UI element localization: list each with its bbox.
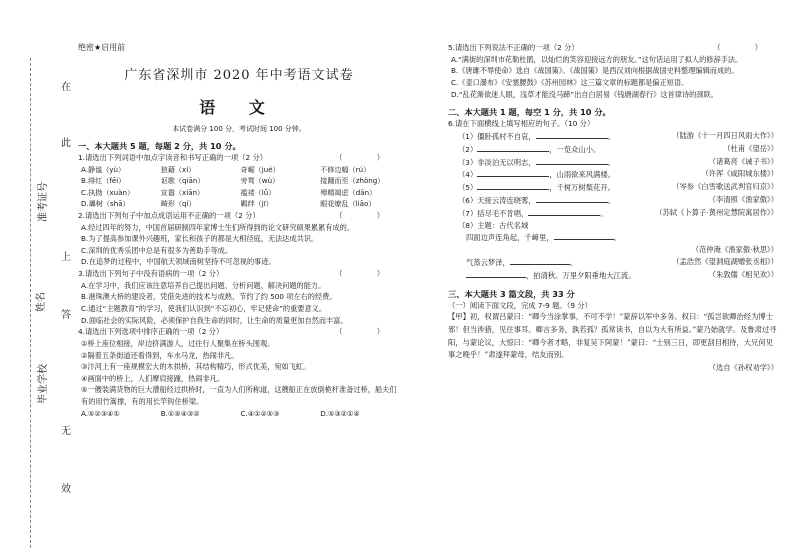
margin-char: 上 xyxy=(61,252,71,263)
option-cell: C.执拗（xuàn） xyxy=(81,187,135,197)
answer-blank[interactable] xyxy=(536,130,608,139)
option: A.经过四年的努力，中国首届研制四年家博士生们所得到的论文研究硕果累累有成的。 xyxy=(81,222,355,232)
question-2 xyxy=(78,210,400,222)
answer-blank[interactable] xyxy=(477,181,549,190)
citation: （范仲淹《渔家傲·秋思》） xyxy=(691,245,778,255)
answer-blank[interactable] xyxy=(477,168,549,177)
section-3-heading: 三、本大题共 3 篇文段，共 33 分 xyxy=(448,288,575,299)
q1-options xyxy=(78,164,400,210)
seal-line xyxy=(30,58,31,548)
school-label: 毕业学校 xyxy=(38,364,49,404)
citation: （杜甫《望岳》） xyxy=(723,143,778,153)
question-stem: 1.请选出下列词语中加点字读音和书写正确的一项（2 分） xyxy=(78,153,268,162)
question-stem: 2.请选出下列句子中加点成语运用不正确的一项（2 分） xyxy=(78,210,260,220)
answer-paren: （ ） xyxy=(335,268,400,278)
exam-number-label: 准考证号 xyxy=(38,182,49,222)
citation: （岑参《白雪歌送武判官归京》） xyxy=(672,182,778,192)
question-4 xyxy=(78,326,400,338)
fill-line: （3）非淡泊无以明志， 。 （诸葛亮《诫子书》） xyxy=(458,156,778,167)
option-cell: 羁绊（jī） xyxy=(240,199,273,209)
option-cell: A.静谧（yù） xyxy=(81,164,126,174)
question-stem: 3.请选出下列句子中没有语病的一项（2 分） xyxy=(78,268,224,278)
fill-line: ，拍清秋。万里夕阳垂地大江流。 （朱敦儒《相见欢》） xyxy=(448,269,778,282)
sentence-item: ③汴河上有一座规模宏大的木拱桥，其结构精巧，形式优美，宛如飞虹。 xyxy=(81,362,311,372)
option-cell: 奇崛（jué） xyxy=(240,164,280,174)
answer-paren: （ ） xyxy=(713,43,778,52)
confidential-mark: 绝密★启用前 xyxy=(78,43,126,52)
option: B.《唐雎不辱使命》选自《战国策》。《战国策》是西汉刘向根据战国史料整理编辑而成的。 xyxy=(451,66,739,76)
answer-blank[interactable] xyxy=(554,231,614,240)
margin-char: 答 xyxy=(61,310,71,321)
exam-title: 广东省深圳市 2020 年中考语文试卷 xyxy=(124,68,354,83)
choice: A.⑤②③④① xyxy=(81,408,120,418)
question-1 xyxy=(78,152,400,164)
option: B.为了提高参加课外兴趣班，家长和孩子的都是大相径庭，无法达成共识。 xyxy=(81,234,319,244)
option: D.在追梦的过程中，中国航天领域南树坚持不可忽视的事迹。 xyxy=(81,257,276,267)
question-5 xyxy=(448,42,778,54)
name-label: 姓名 xyxy=(36,292,47,312)
fill-line: （2） ，一览众山小。 （杜甫《望岳》） xyxy=(458,143,778,154)
question-stem: 4.请选出下列选项中排序正确的一项（2 分） xyxy=(78,327,224,337)
sentence-item: ⑤一艘装满货物的巨大漕船经过拱桥时，一直为人们所称道，这艘船正在放倒桅杆准备过桥，船夫们有的用竹篙撑，有的用长竿钩住桥梁。 xyxy=(81,385,397,406)
reading-source: （选自《孙权劝学》） xyxy=(708,362,778,372)
sentence-item: ①桥上座位相接，岸边挤满游人，过往行人聚集在桥头围观。 xyxy=(81,338,275,348)
question-stem: 5.请选出下列说法不正确的一项（2 分） xyxy=(448,43,579,52)
option-cell: 畸形（qí） xyxy=(160,199,196,209)
citation: （孟浩然《望洞庭湖赠张丞相》） xyxy=(672,256,778,266)
option: B.港珠澳大桥的建设者，凭借先进的技术与成熟，节约了约 500 项左右的经费。 xyxy=(81,292,337,302)
citation: （朱敦儒《相见欢》） xyxy=(708,269,778,279)
option-cell: 不修边幅（rú） xyxy=(320,164,371,174)
option-cell: 接踵而至（zhǒng） xyxy=(320,176,385,186)
citation: （诸葛亮《诫子书》） xyxy=(708,156,778,166)
answer-paren: （ ） xyxy=(335,210,400,220)
fill-line: （7）括尽毛不肯唱， 。 （苏轼《卜算子·黄州定慧院寓居作》） xyxy=(458,207,778,218)
fill-line: （1）僵卧孤村不自哀， 。 （陆游《十一月四日风雨大作》） xyxy=(458,130,778,141)
citation: （许浑《咸阳城东楼》） xyxy=(701,169,778,179)
exam-instruction: 本试卷满分 100 分，考试时间 100 分钟。 xyxy=(172,125,306,133)
reading-passage: 【甲】初，权谓吕蒙曰：“卿今当涂掌事，不可不学！”蒙辞以军中多务。权曰：“孤岂欲卿治经为博士邪！但当涉猎，见往事耳。卿言多务，孰若孤？孤常读书，自以为大有所益。”蒙乃始就学。及鲁肃过寻阳，与蒙论议，大惊曰：“卿今者才略，非复吴下阿蒙！”蒙曰：“士别三日，即更刮目相待，大兄何见事之晚乎！”肃遂拜蒙母，结友而别。 xyxy=(448,312,777,360)
left-column xyxy=(78,52,400,419)
margin-char: 无 xyxy=(61,426,71,437)
question-3 xyxy=(78,268,400,280)
option: D.面临社会的实际风险，必须保护自我生命的同时，让生命的质量更加自然而丰富。 xyxy=(81,315,348,325)
sentence-item: ④画面中的桥上，人们摩肩接踵，热闹非凡。 xyxy=(81,373,225,383)
answer-blank[interactable] xyxy=(528,207,600,216)
margin-char: 效 xyxy=(61,484,71,495)
option-cell: 宣嚣（xiān） xyxy=(160,187,205,197)
answer-blank[interactable] xyxy=(536,194,608,203)
choice: C.④①②⑤③ xyxy=(240,408,280,418)
option: A.在学习中，我们应该注意培养自己提出问题、分析问题、解决问题的能力。 xyxy=(81,280,326,290)
fill-line: 四面边声连角起，千嶂里， 。 xyxy=(466,233,621,243)
option-cell: B.绯红（fēi） xyxy=(81,176,126,186)
option: D.“乱花渐欲迷人眼，浅草才能没马蹄”出自白居易《钱塘湖春行》这首律诗的颈联。 xyxy=(451,89,718,99)
answer-blank[interactable] xyxy=(466,269,526,278)
binding-margin xyxy=(0,0,72,560)
answer-paren: （ ） xyxy=(335,153,400,162)
option-cell: 殚精竭虑（dān） xyxy=(320,187,377,197)
reading-heading: （一）阅读下面文段，完成 7-9 题。（9 分） xyxy=(448,300,592,310)
citation: （李清照《渔家傲》） xyxy=(708,194,778,204)
section-1-heading: 一、本大题共 5 题，每题 2 分，共 10 分。 xyxy=(78,141,241,151)
option-cell: 狼藉（xí） xyxy=(160,164,196,174)
citation: （陆游《十一月四日风雨大作》） xyxy=(672,130,778,140)
margin-char: 此 xyxy=(61,138,71,149)
section-2-heading: 二、本大题共 1 题，每空 1 分，共 10 分。 xyxy=(448,107,611,118)
subject-title: 语 文 xyxy=(199,98,279,117)
fill-line: （5） ，千树万树梨花开。 （岑参《白雪歌送武判官归京》） xyxy=(458,182,778,193)
choice: D.⑤③②①④ xyxy=(320,408,360,418)
option-cell: D.羼树（shā） xyxy=(81,199,130,209)
fill-line: （6）天接云涛连晓雾， 。 （李清照《渔家傲》） xyxy=(458,194,778,205)
option: C.通过“主题教育”的学习，使我们认识到“不忘初心，牢记使命”的重要意义。 xyxy=(81,303,327,313)
answer-blank[interactable] xyxy=(536,156,608,165)
citation: （苏轼《卜算子·黄州定慧院寓居作》） xyxy=(655,207,778,217)
option: C.深圳的优秀乐团中总是有很多为善助手等成。 xyxy=(81,245,233,255)
answer-blank[interactable] xyxy=(477,143,549,152)
right-column xyxy=(448,42,778,374)
option: A.“满街的深圳市花勒杜鹃，以灿烂的笑容迎接远方的朋友。”这句话运用了拟人的修辞手法。 xyxy=(451,54,743,64)
option-cell: 眼花缭乱（liāo） xyxy=(320,199,376,209)
option-cell: 讴歌（qiān） xyxy=(160,176,205,186)
margin-char: 在 xyxy=(61,82,71,93)
choice: B.①⑤④③② xyxy=(160,408,200,418)
option-cell: 褴褛（lǚ） xyxy=(240,187,276,197)
q4-choices xyxy=(78,408,400,420)
sub-question-8: （8）主题：古代名城 xyxy=(458,220,529,230)
fill-line: （4） ，山雨欲来风满楼。 （许浑《咸阳城东楼》） xyxy=(458,169,778,180)
option-cell: 旁骛（wù） xyxy=(240,176,280,186)
answer-blank[interactable] xyxy=(510,256,570,265)
option: C.《壶口瀑布》《安塞腰鼓》《苏州园林》这三篇文章的标题都是偏正短语。 xyxy=(451,77,689,87)
answer-paren: （ ） xyxy=(335,327,400,337)
fill-line: 气蒸云梦泽， 。 （孟浩然《望洞庭湖赠张丞相》） xyxy=(466,256,778,267)
sentence-item: ②隔着五条街道还看得到，车水马龙，热闹非凡。 xyxy=(81,350,239,360)
question-6: 6.请在下面横线上填写相应的句子。（10 分） xyxy=(448,119,595,129)
